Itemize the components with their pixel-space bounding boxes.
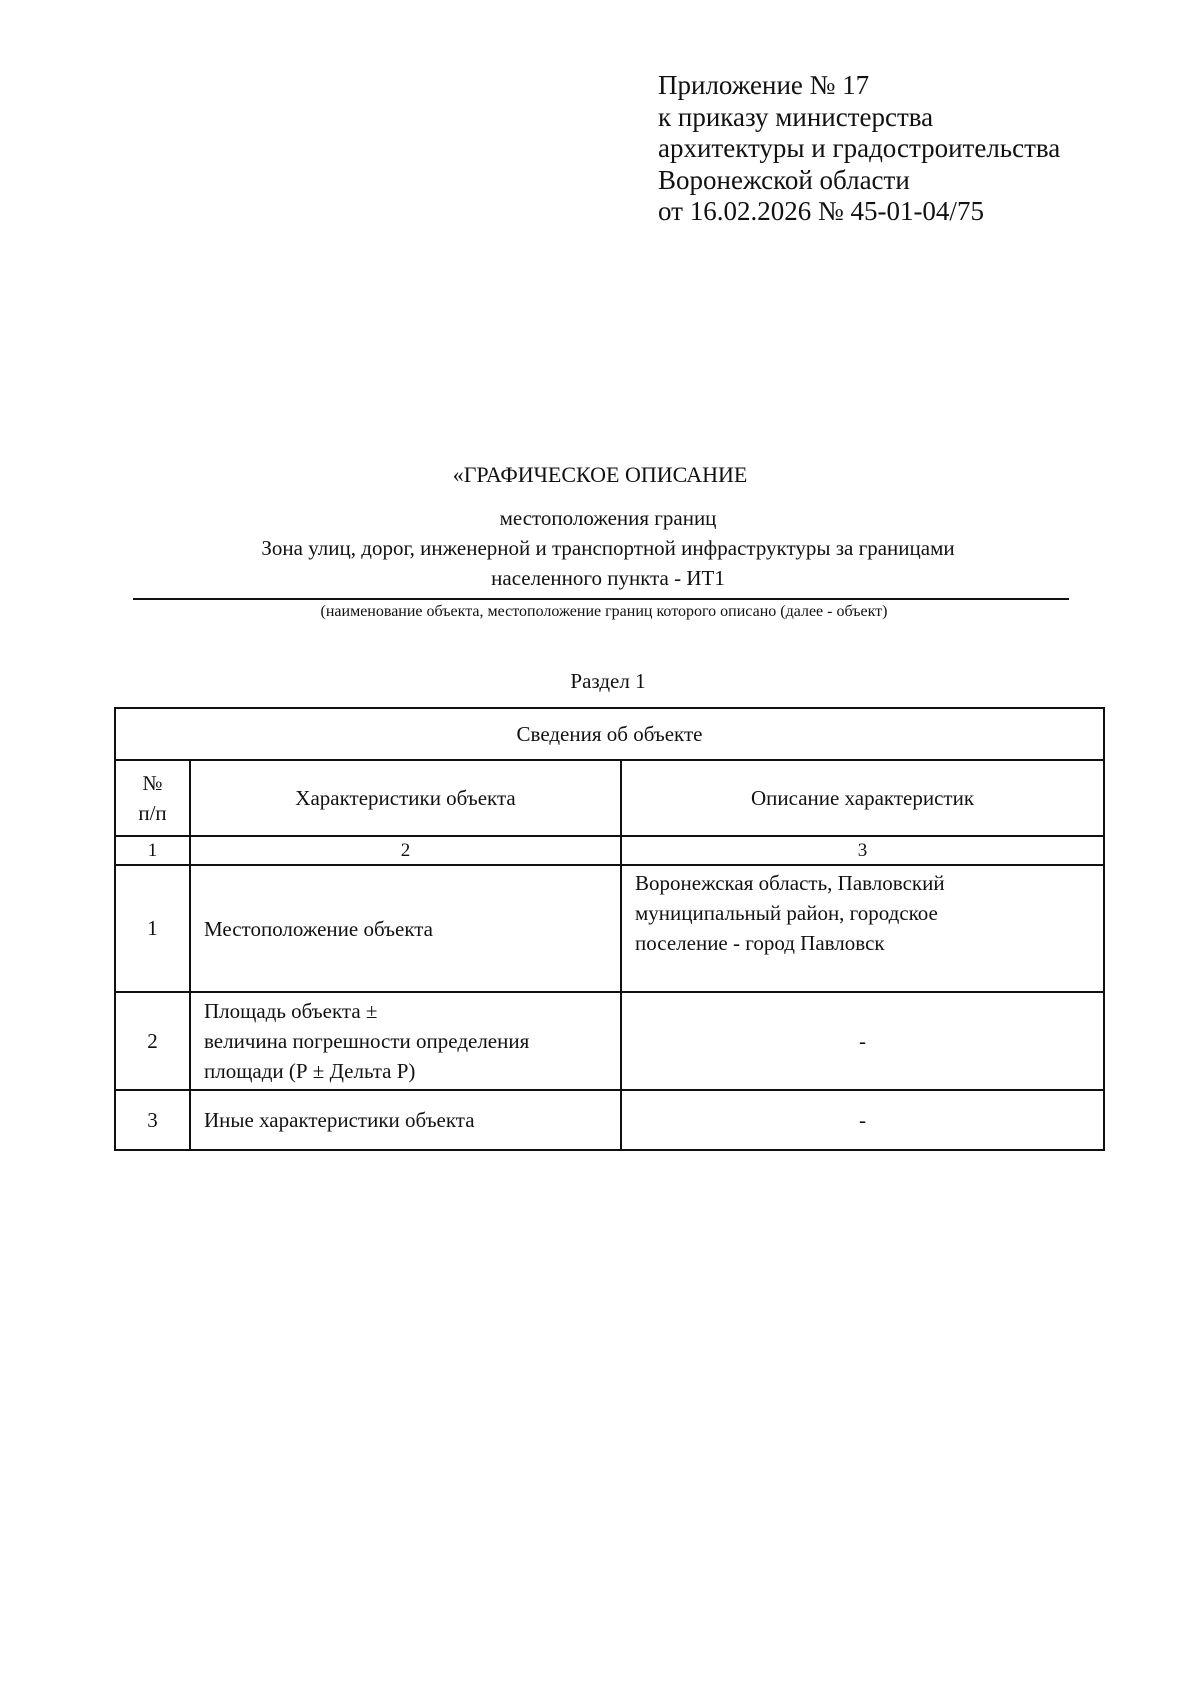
row-characteristic-line: Площадь объекта ± bbox=[204, 999, 378, 1023]
appendix-line: Воронежской области bbox=[658, 164, 910, 195]
column-header-number-line: п/п bbox=[138, 801, 167, 825]
column-header-number bbox=[115, 760, 190, 836]
row-characteristic: Иные характеристики объекта bbox=[190, 1090, 621, 1150]
subtitle-line: местоположения границ bbox=[499, 506, 717, 530]
appendix-line: Приложение № 17 bbox=[658, 70, 870, 100]
column-header-characteristics: Характеристики объекта bbox=[190, 760, 621, 836]
table-header-row bbox=[115, 760, 1104, 836]
row-characteristic-line: величина погрешности определения bbox=[204, 1029, 530, 1053]
appendix-line: от 16.02.2026 № 45-01-04/75 bbox=[658, 196, 984, 226]
table-row bbox=[115, 992, 1104, 1090]
row-description-line: поселение - город Павловск bbox=[635, 931, 885, 955]
row-description bbox=[621, 865, 1104, 992]
table-caption-row bbox=[115, 708, 1104, 760]
table-row bbox=[115, 1090, 1104, 1150]
row-number: 3 bbox=[115, 1090, 190, 1150]
section-label: Раздел 1 bbox=[570, 669, 646, 693]
row-number: 2 bbox=[115, 992, 190, 1090]
row-description-line: Воронежская область, Павловский bbox=[635, 871, 945, 895]
row-characteristic: Местоположение объекта bbox=[190, 865, 621, 992]
column-number: 1 bbox=[115, 836, 190, 865]
column-number: 3 bbox=[621, 836, 1104, 865]
document-title: «ГРАФИЧЕСКОЕ ОПИСАНИЕ bbox=[452, 462, 748, 487]
object-name-block bbox=[0, 503, 1200, 593]
column-header-number-line: № bbox=[142, 771, 163, 795]
subtitle-line: населенного пункта - ИТ1 bbox=[491, 566, 725, 590]
table-row bbox=[115, 865, 1104, 992]
column-numbers-row bbox=[115, 836, 1104, 865]
row-description-line: муниципальный район, городское bbox=[635, 901, 938, 925]
object-caption: (наименование объекта, местоположение границ которого описано (далее - объект) bbox=[320, 603, 888, 620]
table-caption: Сведения об объекте bbox=[115, 708, 1104, 760]
row-characteristic-line: площади (Р ± Дельта Р) bbox=[204, 1059, 416, 1083]
object-name-underline bbox=[133, 598, 1069, 600]
row-number: 1 bbox=[115, 865, 190, 992]
row-description: - bbox=[621, 992, 1104, 1090]
subtitle-line: Зона улиц, дорог, инженерной и транспортной инфраструктуры за границами bbox=[261, 536, 955, 560]
column-number: 2 bbox=[190, 836, 621, 865]
appendix-line: к приказу министерства bbox=[658, 101, 934, 132]
row-description: - bbox=[621, 1090, 1104, 1150]
appendix-line: архитектуры и градостроительства bbox=[658, 133, 1061, 163]
appendix-header bbox=[658, 70, 1060, 228]
row-characteristic bbox=[190, 992, 621, 1090]
column-header-description: Описание характеристик bbox=[621, 760, 1104, 836]
object-info-table bbox=[114, 707, 1105, 1151]
